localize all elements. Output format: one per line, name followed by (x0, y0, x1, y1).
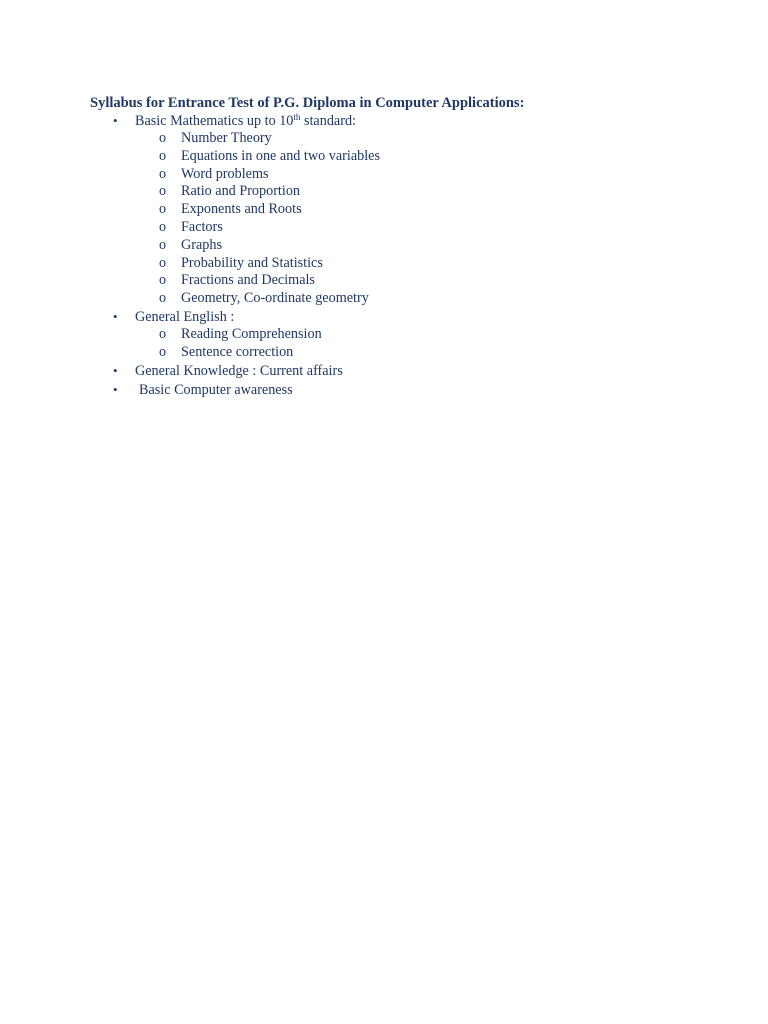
bullet-icon: • (113, 381, 118, 397)
subtopic-list (135, 130, 730, 308)
bullet-icon: • (113, 362, 118, 378)
topic-general-knowledge (90, 362, 730, 380)
circle-bullet-icon: o (159, 201, 167, 218)
list-item: o Probability and Statistics (159, 254, 323, 271)
list-item: o Equations in one and two variables (159, 147, 380, 164)
circle-bullet-icon: o (159, 343, 167, 360)
circle-bullet-icon: o (159, 218, 167, 235)
topic-general-english (90, 308, 730, 362)
list-item: o Reading Comprehension (159, 325, 322, 342)
circle-bullet-icon: o (159, 130, 167, 146)
list-item: o Word problems (159, 165, 269, 182)
circle-bullet-icon: o (159, 254, 167, 271)
circle-bullet-icon: o (159, 147, 167, 164)
subtopic-list (135, 326, 730, 362)
list-item: o Factors (159, 218, 223, 235)
topic-label: Basic Computer awareness (139, 381, 293, 398)
bullet-icon: • (113, 113, 118, 128)
circle-bullet-icon: o (159, 165, 167, 182)
list-item: o Number Theory (159, 130, 272, 146)
list-item: o Ratio and Proportion (159, 183, 301, 200)
syllabus-document (90, 94, 730, 399)
syllabus-heading: Syllabus for Entrance Test of P.G. Diploma in Computer Applications: (90, 95, 525, 111)
topic-label: General Knowledge : Current affairs (135, 362, 343, 379)
topic-basic-computer-awareness (90, 381, 730, 399)
topic-basic-mathematics (90, 112, 730, 308)
list-item: o Graphs (159, 236, 222, 253)
list-item: o Geometry, Co-ordinate geometry (159, 290, 369, 307)
topic-list (90, 112, 730, 399)
list-item: o Sentence correction (159, 343, 294, 360)
list-item: o Exponents and Roots (159, 201, 302, 218)
circle-bullet-icon: o (159, 290, 167, 307)
topic-label: Basic Mathematics up to 10th standard: (135, 112, 356, 129)
list-item: o Fractions and Decimals (159, 272, 315, 289)
circle-bullet-icon: o (159, 272, 167, 289)
topic-label: General English : (135, 308, 235, 325)
circle-bullet-icon: o (159, 183, 167, 200)
circle-bullet-icon: o (159, 325, 167, 342)
bullet-icon: • (113, 308, 118, 324)
circle-bullet-icon: o (159, 236, 167, 253)
ordinal-suffix: th (293, 112, 301, 122)
